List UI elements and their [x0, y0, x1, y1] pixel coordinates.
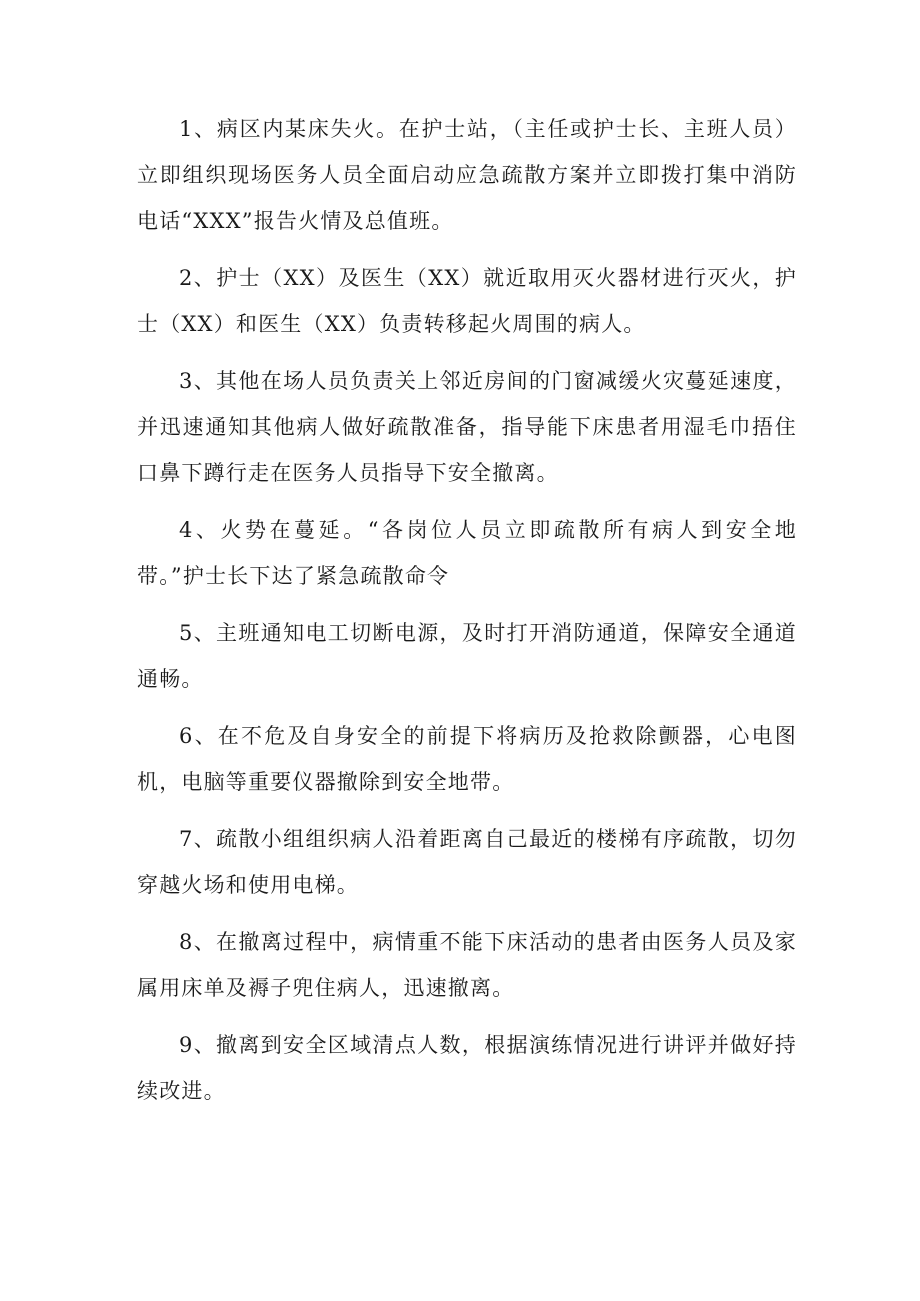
- paragraph-6: 6、在不危及自身安全的前提下将病历及抢救除颤器，心电图机，电脑等重要仪器撤除到安全地带。: [137, 724, 797, 794]
- paragraph-9: 9、撤离到安全区域清点人数，根据演练情况进行讲评并做好持续改进。: [137, 1033, 797, 1103]
- paragraph-3: 3、其他在场人员负责关上邻近房间的门窗减缓火灾蔓延速度，并迅速通知其他病人做好疏散准备，指导能下床患者用湿毛巾捂住口鼻下蹲行走在医务人员指导下安全撤离。: [137, 369, 797, 485]
- paragraph-4: 4、火势在蔓延。“各岗位人员立即疏散所有病人到安全地带。”护士长下达了紧急疏散命令: [137, 518, 797, 588]
- document-body: [137, 106, 797, 1125]
- paragraph-1: 1、病区内某床失火。在护士站，（主任或护士长、主班人员）立即组织现场医务人员全面启动应急疏散方案并立即拨打集中消防电话“XXX”报告火情及总值班。: [137, 117, 797, 233]
- paragraph-8: 8、在撤离过程中，病情重不能下床活动的患者由医务人员及家属用床单及褥子兜住病人，迅速撤离。: [137, 930, 797, 1000]
- paragraph-7: 7、疏散小组组织病人沿着距离自己最近的楼梯有序疏散，切勿穿越火场和使用电梯。: [137, 827, 797, 897]
- paragraph-2: 2、护士（XX）及医生（XX）就近取用灭火器材进行灭火，护士（XX）和医生（XX）负责转移起火周围的病人。: [137, 266, 797, 336]
- paragraph-5: 5、主班通知电工切断电源，及时打开消防通道，保障安全通道通畅。: [137, 621, 797, 691]
